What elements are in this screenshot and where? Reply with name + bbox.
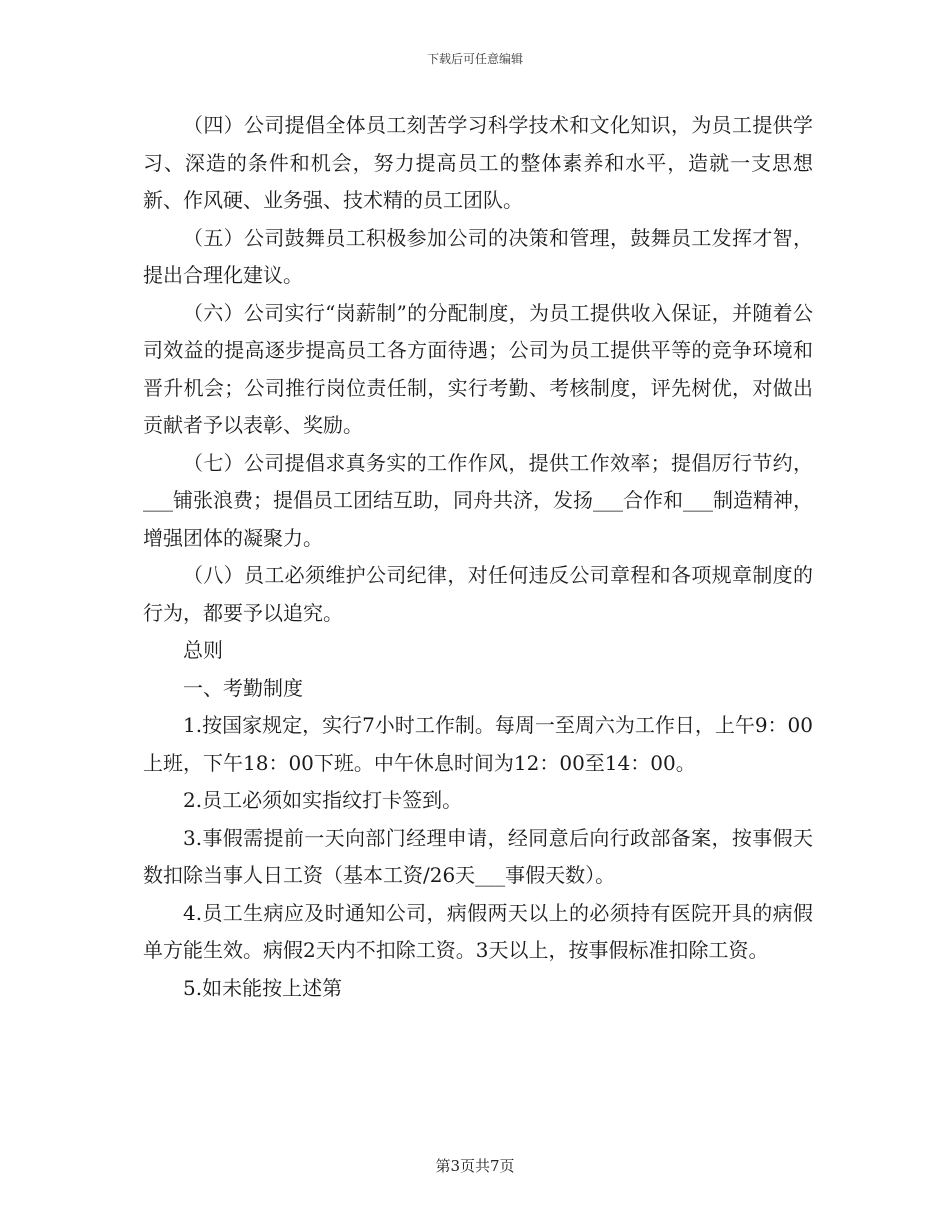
paragraph-8: （八）员工必须维护公司纪律，对任何违反公司章程和各项规章制度的行为，都要予以追究。: [143, 563, 813, 625]
paragraph-6: （六）公司实行“岗薪制”的分配制度，为员工提供收入保证，并随着公司效益的提高逐步提高员工各方面待遇；公司为员工提供平等的竞争环境和晋升机会；公司推行岗位责任制，实行考勤、考核制度，评先树优，对做出贡献者予以表彰、奖励。: [143, 300, 813, 437]
section-heading-attendance: 一、考勤制度: [183, 675, 303, 700]
paragraph-5: （五）公司鼓舞员工积极参加公司的决策和管理，鼓舞员工发挥才智，提出合理化建议。: [143, 225, 813, 287]
attendance-rule-2: 2.员工必须如实指纹打卡签到。: [183, 788, 463, 812]
page-number: 第3页共7页: [435, 1157, 515, 1175]
attendance-rule-3: 3.事假需提前一天向部门经理申请，经同意后向行政部备案，按事假天数扣除当事人日工资（基本工资/26天___事假天数）。: [143, 825, 813, 887]
paragraph-7: （七）公司提倡求真务实的工作作风，提供工作效率；提倡厉行节约，___铺张浪费；提倡员工团结互助，同舟共济，发扬___合作和___制造精神，增强团体的凝聚力。: [143, 450, 813, 550]
attendance-rule-1: 1.按国家规定，实行7小时工作制。每周一至周六为工作日，上午9：00上班，下午18：00下班。中午休息时间为12：00至14：00。: [143, 713, 813, 775]
paragraph-4: （四）公司提倡全体员工刻苦学习科学技术和文化知识，为员工提供学习、深造的条件和机会，努力提高员工的整体素养和水平，造就一支思想新、作风硬、业务强、技术精的员工团队。: [143, 113, 813, 212]
page-header: 下载后可任意编辑: [426, 52, 523, 66]
section-heading-general: 总则: [183, 638, 223, 662]
attendance-rule-5: 5.如未能按上述第: [183, 975, 343, 1000]
attendance-rule-4: 4.员工生病应及时通知公司，病假两天以上的必须持有医院开具的病假单方能生效。病假2天内不扣除工资。3天以上，按事假标准扣除工资。: [143, 900, 813, 962]
document-body: [143, 107, 813, 1007]
